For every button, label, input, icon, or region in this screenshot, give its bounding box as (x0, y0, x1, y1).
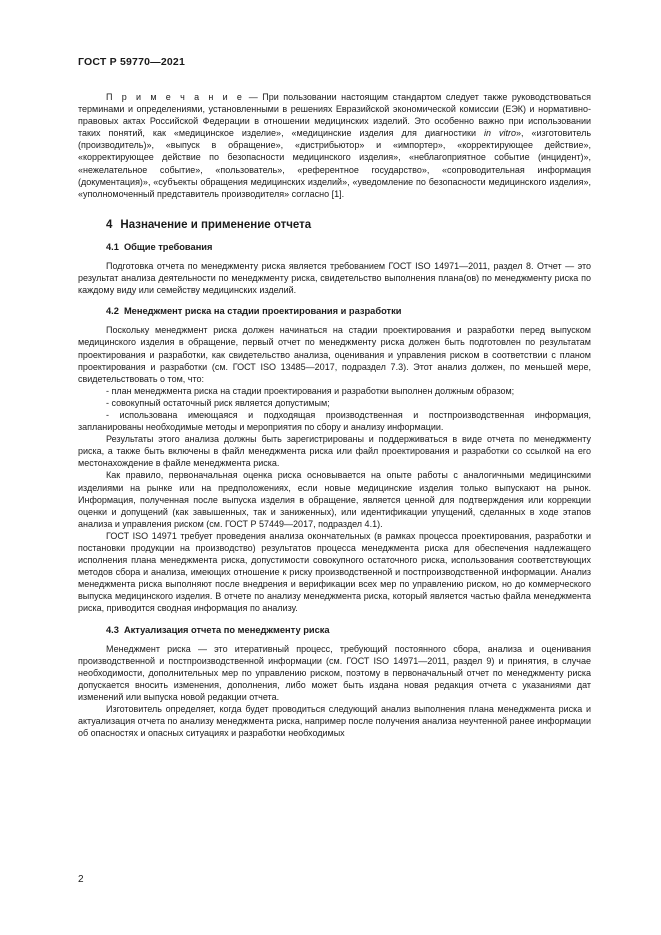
section-4-2-paragraph-1: Поскольку менеджмент риска должен начинаться на стадии проектирования и разработки перед выпуском медицинского изделия в обращение, первый отчет по менеджменту риска должен быть подготовлен по результатам проектирования и разработки, как свидетельство анализа, оценивания и управления риском в соответствии с планом проектирования и разработки (см. ГОСТ ISO 13485—2017, подраздел 7.3). Этот анализ должен, по меньшей мере, свидетельствовать о том, что: (78, 325, 591, 384)
section-4-3-heading (78, 624, 591, 636)
note-paragraph (78, 91, 591, 200)
page-content (78, 91, 591, 739)
section-4-3-number: 4.3 (106, 624, 119, 635)
section-4-2-paragraph-2: Результаты этого анализа должны быть зарегистрированы и поддерживаться в виде отчета по менеджменту риска, а также быть включены в файл менеджмента риска или файл проектирования и разработки со ссылкой на его местонахождение в файле менеджмента риска. (78, 434, 591, 469)
section-4-title: Назначение и применение отчета (120, 218, 312, 231)
list-item: - совокупный остаточный риск является допустимым; (106, 397, 330, 408)
section-4-1-title: Общие требования (123, 241, 213, 252)
list-item: - план менеджмента риска на стадии проектирования и разработки выполнен должным образом; (106, 385, 515, 396)
note-text-end: », «изготовитель (производитель)», «выпуск в обращение», «дистрибьютор» и «импортер», «корректирующее действие», «корректирующее действие по безопасности медицинского изделия», «неблагоприятное событие (инцидент)», «нежелательное событие», «пользователь», «референтное государство», «сопроводительная информация (документация)», «субъекты обращения медицинских изделий», «уведомление по безопасности медицинского изделия», «уполномоченный представитель производителя» согласно [1]. (78, 128, 592, 199)
section-4-1-paragraph: Подготовка отчета по менеджменту риска является требованием ГОСТ ISO 14971—2011, раздел 8. Отчет — это результат анализа деятельности по менеджменту риска, свидетельство выполнения плана(ов) по менеджменту риска по каждому виду или семейству медицинских изделий. (78, 260, 591, 296)
list-item: - использована имеющаяся и подходящая производственная и постпроизводственная информация, запланированы необходимые методы и мероприятия по сбору и анализу информации. (78, 409, 591, 433)
section-4-2-heading (78, 305, 591, 317)
note-italic: in vitro (483, 128, 516, 139)
section-4-1-number: 4.1 (106, 241, 119, 252)
note-label: П р и м е ч а н и е (106, 92, 245, 102)
section-4-3-paragraph-1: Менеджмент риска — это итеративный процесс, требующий постоянного сбора, анализа и оценивания производственной и постпроизводственной информации (см. ГОСТ ISO 14971—2011, раздел 9) и принятия, в случае необходимости, дополнительных мер по управлению риском, поэтому в первоначальный отчет по менеджменту риска допускается вносить изменения, дополнения, либо может быть издана новая редакция отчета с указаниями дат изменений или выпуска новой редакции отчета. (78, 643, 591, 703)
section-4-2-paragraph-3: Как правило, первоначальная оценка риска основывается на опыте работы с аналогичными медицинскими изделиями на рынке или на предположениях, если новые медицинские изделия только выпускают на рынок. Информация, полученная после выпуска изделия в обращение, является ценной для подтверждения или коррекции оценки и допущений (как завышенных, так и заниженных), или идентификации упущений, сделанных в ходе этапов анализа и управления риском (см. ГОСТ Р 57449—2017, подраздел 4.1). (78, 470, 591, 529)
section-4-3-title: Актуализация отчета по менеджменту риска (123, 624, 330, 635)
section-4-2-title: Менеджмент риска на стадии проектирования и разработки (123, 306, 402, 317)
note-text: — При пользовании настоящим стандартом следует также руководствоваться терминами и определениями, установленными в решениях Евразийской экономической комиссии (ЕЭК) и нормативно-правовых актах Российской Федерации в отношении медицинских изделий. Это особенно важно при использовании таких понятий, как «медицинское изделие», «медицинские изделия для диагностики (78, 92, 591, 139)
standard-header: ГОСТ Р 59770—2021 (78, 56, 186, 68)
section-4-3-paragraph-2: Изготовитель определяет, когда будет проводиться следующий анализ выполнения плана менеджмента риска и актуализация отчета по анализу менеджмента риска, например после получения анализа неучтенной ранее информации об опасностях и опасных ситуациях и разработки необходимых (78, 704, 591, 739)
section-4-number: 4 (106, 218, 113, 231)
section-4-1-heading (78, 241, 591, 253)
section-4-2-paragraph-4: ГОСТ ISO 14971 требует проведения анализа окончательных (в рамках процесса проектирования, разработки и постановки продукции на производство) результатов процесса менеджмента риска для обеспечения надлежащего исполнения плана менеджмента риска, допустимости совокупного остаточного риска, использования соответствующих методов сбора и анализа, имеющих отношение к риску производственной и постпроизводственной информации. Анализ менеджмента риска выполняют после внедрения и верификации всех мер по управлению риском, но до коммерческого выпуска медицинского изделия. В отчете по анализу менеджмента риска, который является частью файла менеджмента риска, приводится сводная информация по анализу. (78, 530, 591, 614)
page-number: 2 (78, 874, 84, 885)
section-4-heading (78, 218, 591, 232)
section-4-2-number: 4.2 (106, 306, 119, 317)
